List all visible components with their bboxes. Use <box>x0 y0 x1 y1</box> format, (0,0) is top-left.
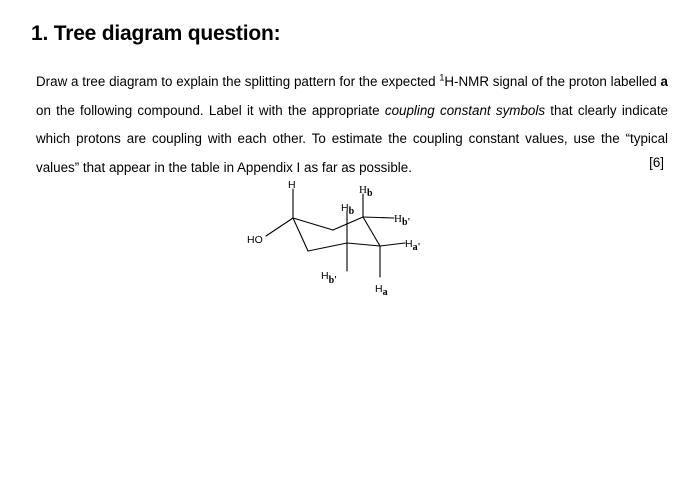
marks-label: [6] <box>649 155 664 170</box>
label-hb-prime-bottom: Hb' <box>321 270 337 286</box>
bond-c6-c1 <box>293 218 308 251</box>
bond-c5-c6 <box>308 243 347 251</box>
bond-c4-c5 <box>347 243 380 246</box>
question-text-part-2: H-NMR signal of the proton labelled <box>444 74 661 89</box>
question-text-part-3: on the following compound. Label it with the appropriate <box>36 102 385 118</box>
label-ha: Ha <box>375 283 388 298</box>
bond-c1-oh <box>266 218 293 236</box>
coupling-constant-phrase: coupling constant symbols <box>384 102 546 118</box>
question-text-part-1: Draw a tree diagram to explain the splitting pattern for the expected <box>36 74 440 89</box>
bond-c4-ha-prime <box>380 243 405 246</box>
bond-c2-c3 <box>333 217 363 230</box>
label-hb-inner: Hb <box>341 202 355 217</box>
label-ha-prime: Ha' <box>405 238 421 253</box>
superscript-one: 1 <box>439 72 445 83</box>
label-h-top: H <box>288 179 296 191</box>
question-title: 1. Tree diagram question: <box>31 22 281 45</box>
bond-c1-c2 <box>293 218 333 230</box>
label-hb-top: Hb <box>359 184 373 199</box>
label-hydroxyl: HO <box>247 234 263 246</box>
bond-c3-c4 <box>363 217 380 246</box>
bond-c3-hb-prime <box>363 217 394 218</box>
question-text-part-4: that clearly indicate which protons are coupling with each other. To estimate the coupling constant values, use the “typical values” that appear in the table in Appendix I as far as possible. <box>36 102 668 175</box>
label-hb-prime-right: Hb' <box>394 213 411 228</box>
proton-a-label: a <box>660 74 668 89</box>
chemical-bonds <box>266 189 405 277</box>
